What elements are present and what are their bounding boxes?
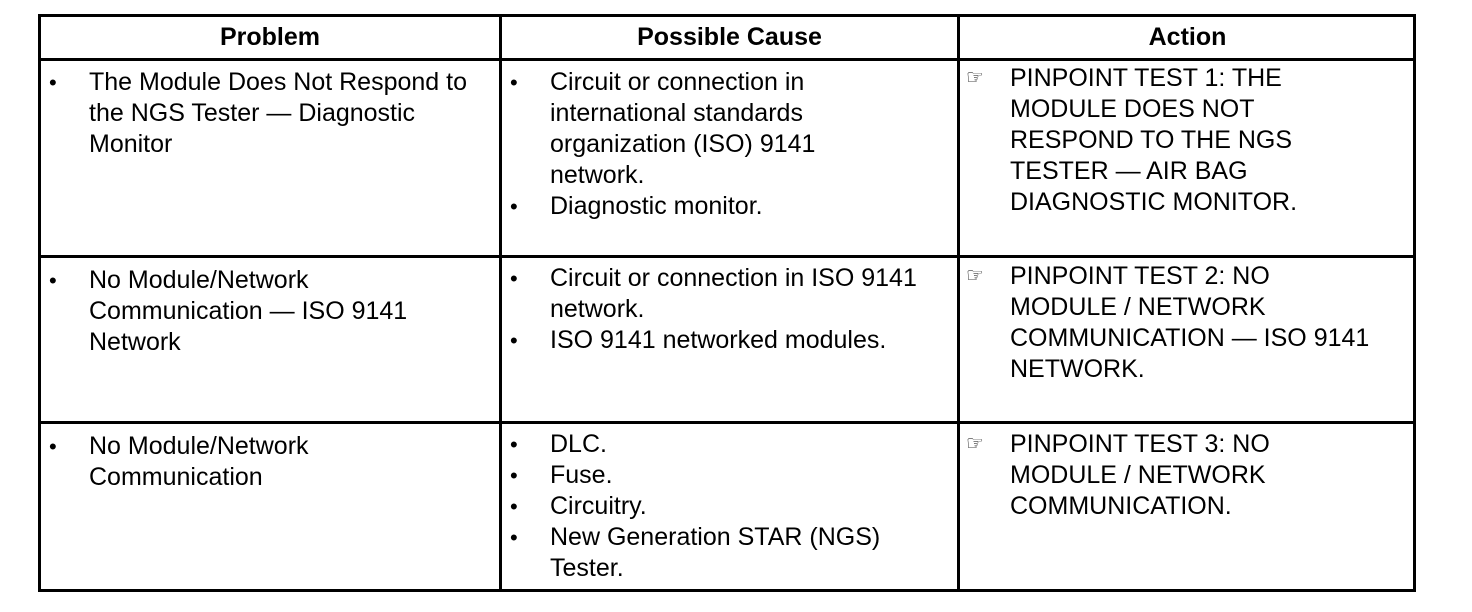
table-row-1-causes <box>502 67 957 222</box>
table-row-2-causes <box>502 263 957 356</box>
bullet-icon: • <box>49 434 57 459</box>
cause-text: Circuitry. <box>550 492 647 520</box>
diagnostic-table <box>38 14 1416 592</box>
bullet-icon: • <box>510 525 518 550</box>
cause-text: ISO 9141 networked modules. <box>550 326 887 354</box>
table-row-1-action <box>960 63 1415 218</box>
cause-text: Circuit or connection in ISO 9141 network. <box>550 264 917 323</box>
bullet-icon: • <box>510 432 518 457</box>
action-text: PINPOINT TEST 1: THE MODULE DOES NOT RESPOND TO THE NGS TESTER — AIR BAG DIAGNOSTIC MONITOR. <box>1010 64 1298 216</box>
table-row-3-problem <box>41 431 496 493</box>
pointing-hand-icon: ☞ <box>966 433 984 455</box>
table-row-2-problem <box>41 265 496 358</box>
header-action: Action <box>1148 23 1227 51</box>
bullet-icon: • <box>49 268 57 293</box>
bullet-icon: • <box>510 70 518 95</box>
cause-text: DLC. <box>550 430 607 458</box>
row-divider <box>41 421 1413 424</box>
row-divider <box>41 255 1413 258</box>
header-problem: Problem <box>219 23 321 51</box>
table-row-3-causes <box>502 429 957 584</box>
bullet-icon: • <box>510 328 518 353</box>
pointing-hand-icon: ☞ <box>966 265 984 287</box>
header-possible-cause: Possible Cause <box>637 23 822 51</box>
table-row-1-problem <box>41 67 496 160</box>
bullet-icon: • <box>510 494 518 519</box>
bullet-icon: • <box>49 70 57 95</box>
cause-text: Diagnostic monitor. <box>550 192 763 220</box>
action-text: PINPOINT TEST 2: NO MODULE / NETWORK COMMUNICATION — ISO 9141 NETWORK. <box>1010 262 1370 383</box>
bullet-icon: • <box>510 266 518 291</box>
bullet-icon: • <box>510 194 518 219</box>
table-header-row <box>41 17 1413 61</box>
table-row-3-action <box>960 429 1415 522</box>
cause-text: New Generation STAR (NGS) Tester. <box>550 523 881 582</box>
problem-text: No Module/Network Communication — ISO 9141 Network <box>89 266 408 356</box>
cause-text: Fuse. <box>550 461 613 489</box>
bullet-icon: • <box>510 463 518 488</box>
cause-text: Circuit or connection in international standards organization (ISO) 9141 network. <box>550 68 816 189</box>
table-row-2-action <box>960 261 1415 385</box>
pointing-hand-icon: ☞ <box>966 67 984 89</box>
action-text: PINPOINT TEST 3: NO MODULE / NETWORK COMMUNICATION. <box>1010 430 1270 520</box>
problem-text: The Module Does Not Respond to the NGS Tester — Diagnostic Monitor <box>89 68 467 158</box>
problem-text: No Module/Network Communication <box>89 432 309 491</box>
